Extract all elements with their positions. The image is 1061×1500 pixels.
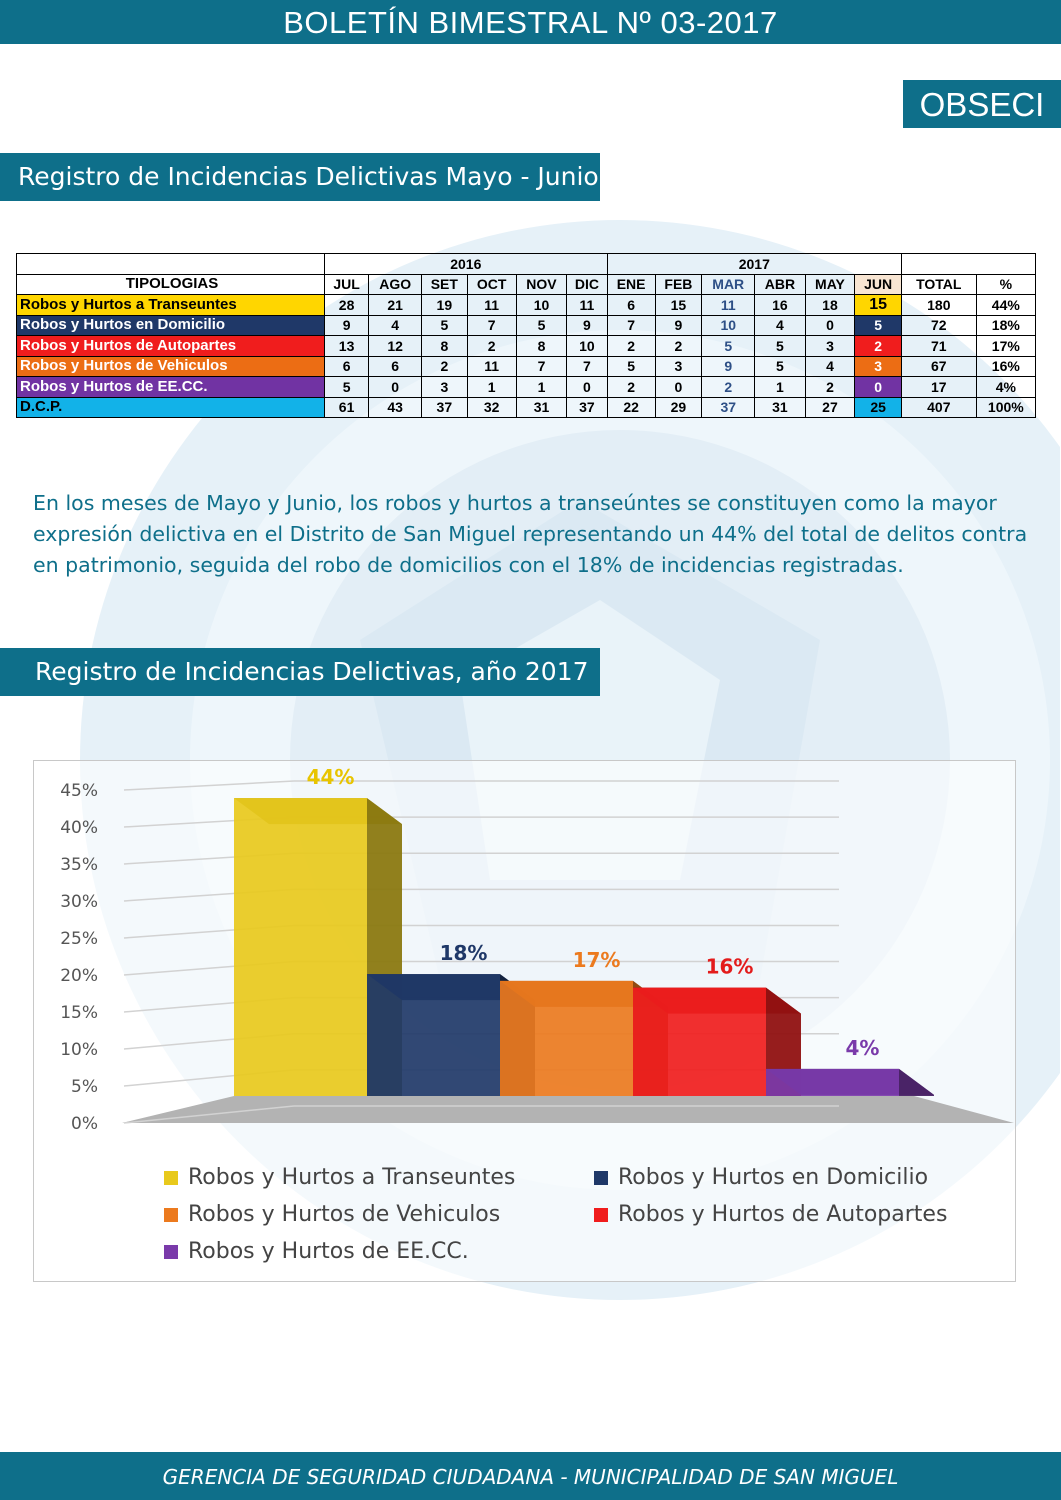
legend-item <box>164 1237 469 1267</box>
table-row <box>17 356 1036 377</box>
y-tick-label: 15% <box>60 1003 98 1023</box>
row-label: D.C.P. <box>17 397 325 418</box>
y-tick-label: 45% <box>60 781 98 801</box>
table-cell: 18% <box>976 315 1035 336</box>
legend-item <box>594 1200 947 1230</box>
legend-label: Robos y Hurtos en Domicilio <box>618 1165 929 1190</box>
table-cell: 37 <box>702 397 755 418</box>
table-cell: 9 <box>702 356 755 377</box>
table-cell: 4% <box>976 377 1035 398</box>
table-cell: 5 <box>702 336 755 357</box>
table-cell: 9 <box>567 315 607 336</box>
table-cell: 10 <box>567 336 607 357</box>
table-cell: 13 <box>325 336 369 357</box>
table-cell: 16% <box>976 356 1035 377</box>
table-cell: 11 <box>467 295 516 316</box>
bar-data-label: 44% <box>306 765 355 790</box>
col-header: % <box>976 274 1035 295</box>
section-title-chart: Registro de Incidencias Delictivas, año 2017 <box>0 648 600 696</box>
bar-chart <box>33 760 1016 1282</box>
col-header: NOV <box>516 274 566 295</box>
year-blank-header <box>901 254 1035 275</box>
year-header-row <box>17 254 1036 275</box>
col-header: JUL <box>325 274 369 295</box>
table-row <box>17 315 1036 336</box>
row-label: Robos y Hurtos en Domicilio <box>17 315 325 336</box>
legend-swatch <box>594 1208 608 1222</box>
table-cell: 31 <box>516 397 566 418</box>
table-cell: 5 <box>325 377 369 398</box>
table-cell: 3 <box>855 356 902 377</box>
table-cell: 2 <box>422 356 467 377</box>
table-cell: 71 <box>901 336 976 357</box>
col-header: TOTAL <box>901 274 976 295</box>
table-cell: 31 <box>755 397 805 418</box>
col-header: MAR <box>702 274 755 295</box>
table-cell: 407 <box>901 397 976 418</box>
table-cell: 4 <box>755 315 805 336</box>
section-title-table: Registro de Incidencias Delictivas Mayo - Junio 2017 <box>0 153 600 201</box>
table-cell: 21 <box>369 295 422 316</box>
table-cell: 61 <box>325 397 369 418</box>
bar-data-label: 16% <box>705 954 754 979</box>
table-cell: 2 <box>655 336 702 357</box>
table-cell: 0 <box>369 377 422 398</box>
table-cell: 8 <box>422 336 467 357</box>
incidents-table <box>16 253 1036 418</box>
row-label: Robos y Hurtos de EE.CC. <box>17 377 325 398</box>
table-cell: 9 <box>325 315 369 336</box>
tipologias-header: TIPOLOGIAS <box>17 274 325 295</box>
legend-item <box>164 1200 500 1230</box>
table-cell: 44% <box>976 295 1035 316</box>
obseci-badge: OBSECI <box>903 80 1061 128</box>
table-cell: 32 <box>467 397 516 418</box>
table-cell: 4 <box>369 315 422 336</box>
col-header: AGO <box>369 274 422 295</box>
table-cell: 2 <box>607 336 655 357</box>
table-cell: 29 <box>655 397 702 418</box>
table-cell: 180 <box>901 295 976 316</box>
row-label: Robos y Hurtos de Vehiculos <box>17 356 325 377</box>
col-header: DIC <box>567 274 607 295</box>
table-corner <box>17 254 325 275</box>
legend-item <box>594 1163 928 1193</box>
bar-side <box>899 1069 934 1096</box>
year-2017-header: 2017 <box>607 254 901 275</box>
bar <box>766 1069 899 1096</box>
table-cell: 5 <box>755 356 805 377</box>
legend-label: Robos y Hurtos a Transeuntes <box>188 1165 516 1190</box>
legend-swatch <box>164 1171 178 1185</box>
table-cell: 7 <box>516 356 566 377</box>
bar-data-label: 17% <box>572 947 621 972</box>
table-cell: 28 <box>325 295 369 316</box>
bulletin-title-bar <box>0 0 1061 44</box>
row-label: Robos y Hurtos a Transeuntes <box>17 295 325 316</box>
table-row-total <box>17 397 1036 418</box>
table-cell: 8 <box>516 336 566 357</box>
legend-label: Robos y Hurtos de EE.CC. <box>188 1239 469 1264</box>
table-cell: 7 <box>607 315 655 336</box>
table-cell: 1 <box>467 377 516 398</box>
col-header: SET <box>422 274 467 295</box>
col-header: JUN <box>855 274 902 295</box>
table-cell: 7 <box>567 356 607 377</box>
y-tick-label: 10% <box>60 1040 98 1060</box>
row-label: Robos y Hurtos de Autopartes <box>17 336 325 357</box>
table-cell: 5 <box>516 315 566 336</box>
col-header: FEB <box>655 274 702 295</box>
table-cell: 15 <box>655 295 702 316</box>
table-cell: 37 <box>422 397 467 418</box>
legend-swatch <box>164 1245 178 1259</box>
table-cell: 25 <box>855 397 902 418</box>
table-cell: 19 <box>422 295 467 316</box>
table-row <box>17 295 1036 316</box>
table-cell: 0 <box>855 377 902 398</box>
y-tick-label: 30% <box>60 892 98 912</box>
legend-label: Robos y Hurtos de Autopartes <box>618 1202 948 1227</box>
y-tick-label: 5% <box>71 1077 98 1097</box>
legend-item <box>164 1163 515 1193</box>
table-cell: 67 <box>901 356 976 377</box>
table-cell: 12 <box>369 336 422 357</box>
table-cell: 0 <box>567 377 607 398</box>
table-cell: 22 <box>607 397 655 418</box>
legend-swatch <box>164 1208 178 1222</box>
table-cell: 72 <box>901 315 976 336</box>
table-cell: 11 <box>702 295 755 316</box>
table-cell: 6 <box>325 356 369 377</box>
table-cell: 1 <box>755 377 805 398</box>
table-cell: 5 <box>607 356 655 377</box>
table-cell: 6 <box>607 295 655 316</box>
table-cell: 11 <box>567 295 607 316</box>
table-cell: 3 <box>422 377 467 398</box>
summary-paragraph: En los meses de Mayo y Junio, los robos y hurtos a transeúntes se constituyen como la mayor expresión delictiva en el Distrito de San Miguel representando un 44% del total de delitos contra en patrimonio, seguida del robo de domicilios con el 18% de incidencias registradas. <box>33 491 1028 577</box>
table-cell: 2 <box>805 377 855 398</box>
bar-data-label: 4% <box>845 1035 880 1060</box>
bar <box>234 798 367 1096</box>
bar <box>500 981 633 1096</box>
table-cell: 16 <box>755 295 805 316</box>
table-cell: 17% <box>976 336 1035 357</box>
month-header-row <box>17 274 1036 295</box>
table-cell: 7 <box>467 315 516 336</box>
table-cell: 6 <box>369 356 422 377</box>
col-header: ENE <box>607 274 655 295</box>
legend-label: Robos y Hurtos de Vehiculos <box>188 1202 501 1227</box>
table-cell: 9 <box>655 315 702 336</box>
table-cell: 5 <box>422 315 467 336</box>
y-tick-label: 40% <box>60 818 98 838</box>
y-tick-label: 25% <box>60 929 98 949</box>
table-row <box>17 377 1036 398</box>
legend-swatch <box>594 1171 608 1185</box>
table-cell: 37 <box>567 397 607 418</box>
table-cell: 17 <box>901 377 976 398</box>
table-cell: 2 <box>855 336 902 357</box>
bar <box>633 988 766 1096</box>
table-cell: 2 <box>607 377 655 398</box>
table-cell: 27 <box>805 397 855 418</box>
col-header: ABR <box>755 274 805 295</box>
year-2016-header: 2016 <box>325 254 608 275</box>
table-cell: 2 <box>467 336 516 357</box>
table-cell: 43 <box>369 397 422 418</box>
y-tick-label: 20% <box>60 966 98 986</box>
table-cell: 100% <box>976 397 1035 418</box>
table-cell: 0 <box>805 315 855 336</box>
y-tick-label: 35% <box>60 855 98 875</box>
table-cell: 1 <box>516 377 566 398</box>
table-row <box>17 336 1036 357</box>
table-cell: 15 <box>855 295 902 316</box>
footer-text: GERENCIA DE SEGURIDAD CIUDADANA - MUNICIPALIDAD DE SAN MIGUEL <box>162 1465 899 1489</box>
y-tick-label: 0% <box>71 1114 98 1134</box>
table-cell: 3 <box>805 336 855 357</box>
table-cell: 2 <box>702 377 755 398</box>
bar-data-label: 18% <box>439 941 488 966</box>
grid-line <box>124 781 294 790</box>
table-cell: 10 <box>702 315 755 336</box>
table-cell: 5 <box>755 336 805 357</box>
table-cell: 4 <box>805 356 855 377</box>
col-header: MAY <box>805 274 855 295</box>
bar <box>367 974 500 1096</box>
table-cell: 10 <box>516 295 566 316</box>
table-cell: 11 <box>467 356 516 377</box>
bulletin-title: BOLETÍN BIMESTRAL Nº 03-2017 <box>283 5 778 40</box>
table-cell: 5 <box>855 315 902 336</box>
table-cell: 0 <box>655 377 702 398</box>
table-cell: 3 <box>655 356 702 377</box>
table-cell: 18 <box>805 295 855 316</box>
col-header: OCT <box>467 274 516 295</box>
footer-bar <box>0 1452 1061 1500</box>
